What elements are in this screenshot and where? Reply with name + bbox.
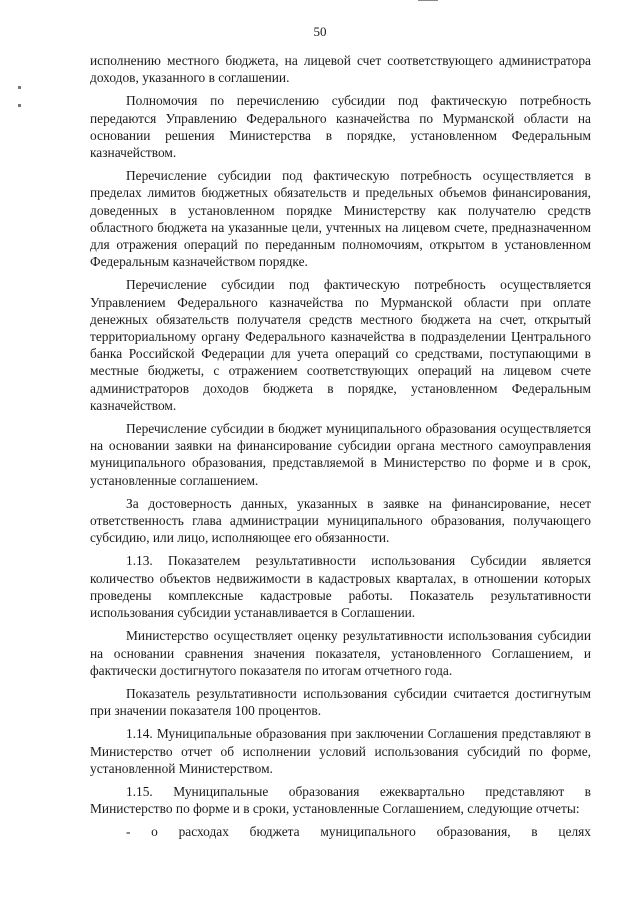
paragraph: 1.14. Муниципальные образования при заключении Соглашения представляют в Министерство отчет об исполнении условий использования субсидий по форме, установленной Министерством.: [90, 726, 591, 776]
paragraph: исполнению местного бюджета, на лицевой счет соответствующего администратора доходов, указанного в соглашении.: [90, 53, 591, 86]
paragraph: Показатель результативности использования субсидии считается достигнутым при значении показателя 100 процентов.: [90, 685, 591, 719]
scan-dot: [18, 104, 21, 107]
paragraph: 1.13. Показателем результативности использования Субсидии является количество объектов недвижимости в кадастровых кварталах, в отношении которых проведены комплексные кадастровые работы. Показатель результативности использования субсидии устанавливается в Соглашении.: [90, 553, 591, 621]
paragraph: Перечисление субсидии под фактическую потребность осуществляется Управлением Федерального казначейства по Мурманской области при оплате денежных обязательств получателя средств местного бюджета на счет, открытый территориальному органу Федерального казначейства в подразделении Центрального банка Российской Федерации для учета операций со средствами, поступающими в местные бюджеты, с отражением соответствующих операций на лицевом счете администраторов доходов бюджета в порядке, установленном Федеральным казначейством.: [90, 277, 591, 413]
paragraph: Министерство осуществляет оценку результативности использования субсидии на основании сравнения значения показателя, установленного Соглашением, и фактически достигнутого показателя по итогам отчетного года.: [90, 628, 591, 678]
paragraph: Перечисление субсидии в бюджет муниципального образования осуществляется на основании заявки на финансирование субсидии органа местного самоуправления муниципального образования, представляемой в Министерство по форме и в срок, установленные соглашением.: [90, 421, 591, 488]
scan-dot: [18, 86, 21, 89]
paragraph: Полномочия по перечислению субсидии под фактическую потребность передаются Управлению Федерального казначейства по Мурманской области на основании решения Министерства в порядке, установленном Федеральным казначейством.: [90, 93, 591, 161]
paragraph: 1.15. Муниципальные образования ежеквартально представляют в Министерство по форме и в сроки, установленные Соглашением, следующие отчеты:: [90, 783, 591, 817]
paragraph: Перечисление субсидии под фактическую потребность осуществляется в пределах лимитов бюджетных обязательств и предельных объемов финансирования, доведенных в установленном порядке Министерству как получателю средств областного бюджета на указанные цели, учтенных на лицевом счете, предназначенном для отражения операций по переданным полномочиям, открытом в установленном Федеральным казначейством порядке.: [90, 168, 591, 270]
document-body: [90, 52, 591, 841]
page-number: 50: [313, 24, 327, 39]
paragraph: За достоверность данных, указанных в заявке на финансирование, несет ответственность глава администрации муниципального образования, получающего субсидию, или лицо, исполняющее его обязанности.: [90, 495, 591, 546]
paragraph: - о расходах бюджета муниципального образования, в целях: [126, 824, 591, 840]
scan-mark: [418, 0, 438, 3]
